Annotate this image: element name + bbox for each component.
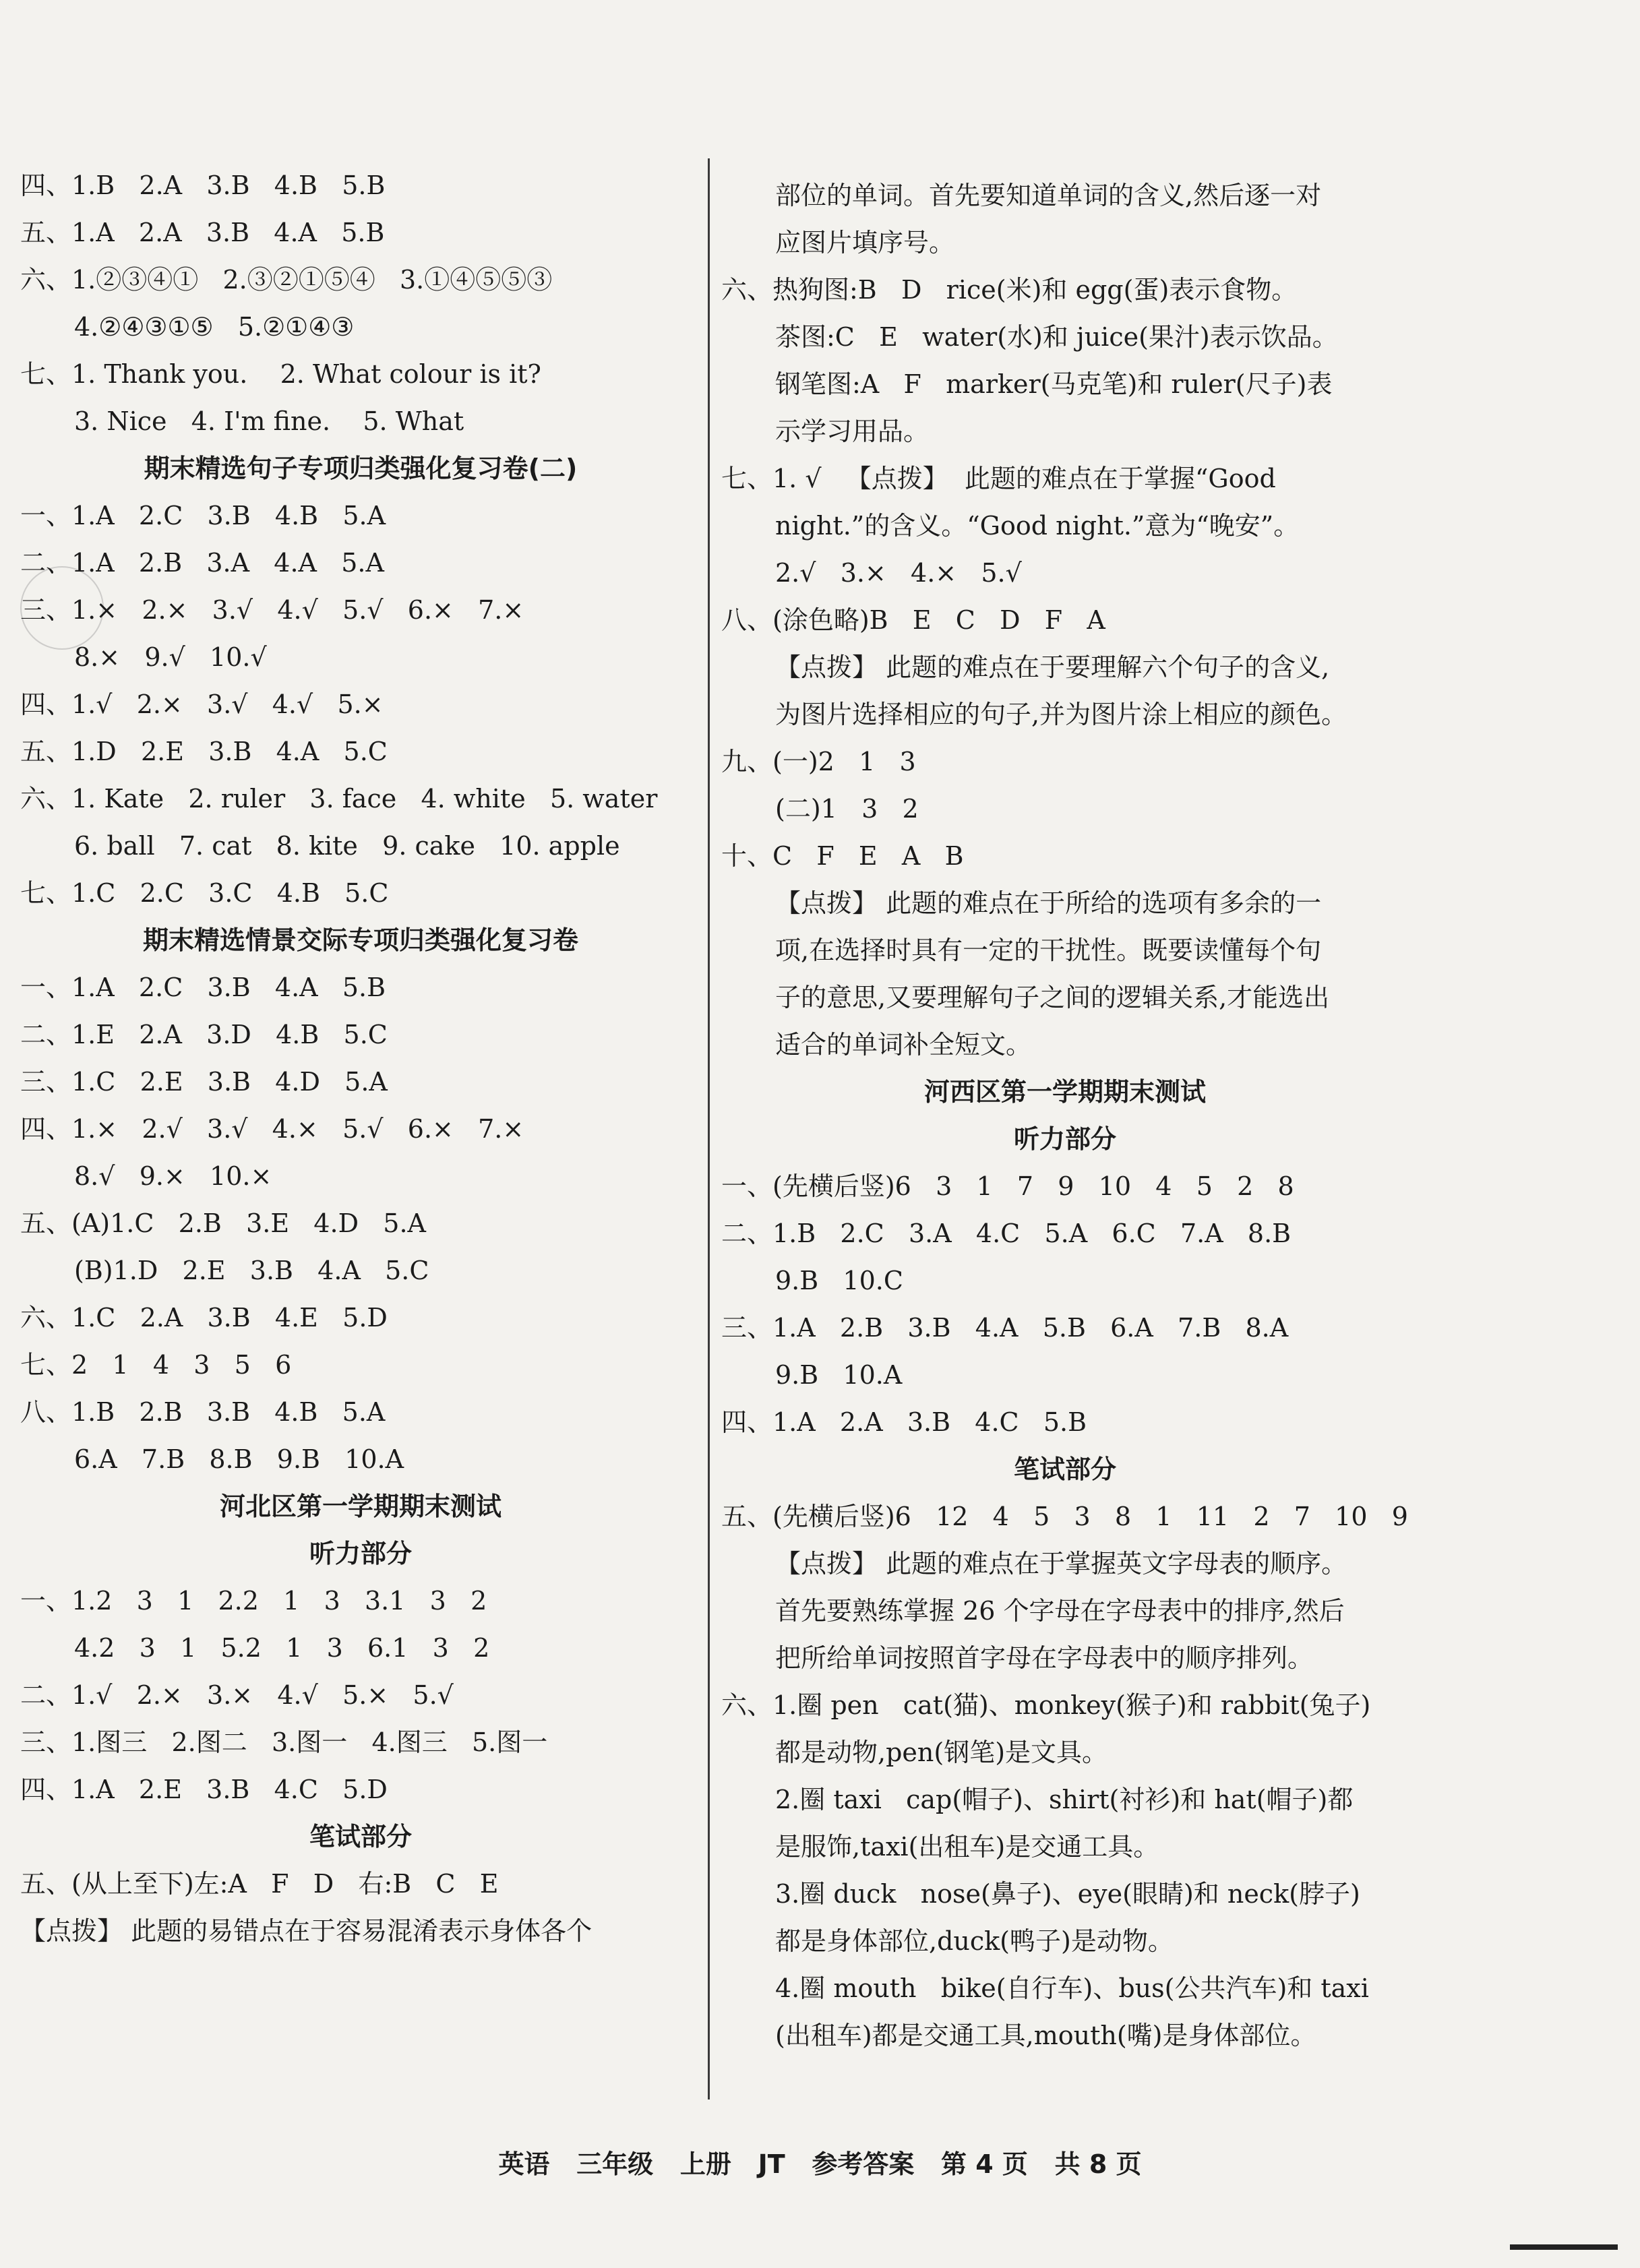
- answer-line: 钢笔图:A F marker(马克笔)和 ruler(尺子)表: [775, 369, 1333, 399]
- answer-line: 都是身体部位,duck(鸭子)是动物。: [775, 1926, 1174, 1956]
- answer-line: 茶图:C E water(水)和 juice(果汁)表示饮品。: [775, 322, 1338, 352]
- answer-line: 二、1.B 2.C 3.A 4.C 5.A 6.C 7.A 8.B: [721, 1219, 1292, 1248]
- answer-line: 8.√ 9.× 10.×: [74, 1161, 272, 1191]
- answer-line: 3.圈 duck nose(鼻子)、eye(眼睛)和 neck(脖子): [775, 1879, 1360, 1909]
- answer-line: 4.②④③①⑤ 5.②①④③: [74, 312, 355, 342]
- answer-line: 3. Nice 4. I'm fine. 5. What: [74, 406, 464, 436]
- bottom-edge-bar: [1510, 2244, 1618, 2250]
- answer-line: 为图片选择相应的句子,并为图片涂上相应的颜色。: [775, 700, 1347, 729]
- answer-line: 二、1.√ 2.× 3.× 4.√ 5.× 5.√: [20, 1680, 454, 1710]
- answer-line: night.”的含义。“Good night.”意为“晚安”。: [775, 511, 1300, 541]
- answer-line: 把所给单词按照首字母在字母表中的顺序排列。: [775, 1643, 1314, 1673]
- answer-line: (B)1.D 2.E 3.B 4.A 5.C: [74, 1256, 429, 1285]
- answer-line: 六、1.圈 pen cat(猫)、monkey(猴子)和 rabbit(兔子): [721, 1690, 1371, 1720]
- answer-line: 4.2 3 1 5.2 1 3 6.1 3 2: [74, 1633, 490, 1663]
- section-heading: 河北区第一学期期末测试: [219, 1492, 502, 1521]
- answer-line: 五、1.D 2.E 3.B 4.A 5.C: [20, 737, 388, 766]
- answer-line: 首先要熟练掌握 26 个字母在字母表中的排序,然后: [775, 1596, 1345, 1626]
- answer-line: 都是动物,pen(钢笔)是文具。: [775, 1738, 1108, 1767]
- answer-line: 五、1.A 2.A 3.B 4.A 5.B: [20, 218, 385, 247]
- answer-line: 三、1.图三 2.图二 3.图一 4.图三 5.图一: [20, 1727, 548, 1757]
- left-column: [20, 162, 701, 1955]
- answer-line: 一、1.A 2.C 3.B 4.B 5.A: [20, 501, 386, 530]
- answer-line: 五、(从上至下)左:A F D 右:B C E: [20, 1869, 499, 1899]
- answer-line: 【点拨】 此题的难点在于所给的选项有多余的一: [775, 888, 1322, 918]
- answer-line: (二)1 3 2: [775, 794, 919, 824]
- answer-line: 八、1.B 2.B 3.B 4.B 5.A: [20, 1397, 386, 1427]
- answer-line: 八、(涂色略)B E C D F A: [721, 605, 1105, 635]
- answer-line: 五、(A)1.C 2.B 3.E 4.D 5.A: [20, 1208, 426, 1238]
- answer-line: 六、1.②③④① 2.③②①⑤④ 3.①④⑤⑤③: [20, 265, 553, 295]
- answer-line: 六、1. Kate 2. ruler 3. face 4. white 5. water: [20, 784, 658, 814]
- answer-line: 四、1.A 2.A 3.B 4.C 5.B: [721, 1407, 1087, 1437]
- section-heading: 河西区第一学期期末测试: [923, 1077, 1206, 1107]
- answer-line: 项,在选择时具有一定的干扰性。既要读懂每个句: [775, 936, 1322, 965]
- answer-line: 6. ball 7. cat 8. kite 9. cake 10. apple: [74, 831, 620, 861]
- answer-line: 四、1.× 2.√ 3.√ 4.× 5.√ 6.× 7.×: [20, 1114, 524, 1144]
- answer-line: 四、1.√ 2.× 3.√ 4.√ 5.×: [20, 689, 384, 719]
- section-heading: 笔试部分: [1013, 1454, 1116, 1484]
- answer-line: 子的意思,又要理解句子之间的逻辑关系,才能选出: [775, 983, 1330, 1012]
- answer-line: (出租车)都是交通工具,mouth(嘴)是身体部位。: [775, 2021, 1316, 2050]
- right-column: [721, 172, 1409, 2059]
- answer-line: 【点拨】 此题的难点在于要理解六个句子的含义,: [775, 652, 1330, 682]
- answer-line: 五、(先横后竖)6 12 4 5 3 8 1 11 2 7 10 9: [721, 1502, 1408, 1531]
- answer-line: 2.圈 taxi cap(帽子)、shirt(衬衫)和 hat(帽子)都: [775, 1785, 1354, 1814]
- section-heading: 听力部分: [1013, 1124, 1116, 1154]
- answer-line: 十、C F E A B: [721, 841, 964, 871]
- answer-line: 9.B 10.C: [775, 1266, 903, 1295]
- answer-line: 三、1.× 2.× 3.√ 4.√ 5.√ 6.× 7.×: [20, 595, 524, 625]
- answer-line: 七、1. Thank you. 2. What colour is it?: [20, 359, 541, 389]
- answer-line: 九、(一)2 1 3: [721, 747, 916, 776]
- answer-line: 七、1. √ 【点拨】 此题的难点在于掌握“Good: [721, 464, 1276, 493]
- answer-line: 部位的单词。首先要知道单词的含义,然后逐一对: [775, 181, 1322, 210]
- answer-line: 四、1.B 2.A 3.B 4.B 5.B: [20, 171, 386, 200]
- answer-line: 七、2 1 4 3 5 6: [20, 1350, 292, 1380]
- answer-line: 2.√ 3.× 4.× 5.√: [775, 558, 1022, 588]
- answer-line: 三、1.C 2.E 3.B 4.D 5.A: [20, 1067, 388, 1097]
- answer-line: 二、1.E 2.A 3.D 4.B 5.C: [20, 1020, 388, 1049]
- answer-line: 9.B 10.A: [775, 1360, 903, 1390]
- answer-line: 四、1.A 2.E 3.B 4.C 5.D: [20, 1775, 388, 1804]
- answer-line: 六、热狗图:B D rice(米)和 egg(蛋)表示食物。: [721, 275, 1298, 305]
- page-footer: 英语 三年级 上册 JT 参考答案 第 4 页 共 8 页: [498, 2149, 1142, 2179]
- column-divider: [708, 158, 710, 2100]
- answer-line: 六、1.C 2.A 3.B 4.E 5.D: [20, 1303, 388, 1332]
- section-heading: 期末精选情景交际专项归类强化复习卷: [142, 925, 578, 955]
- answer-line: 一、1.2 3 1 2.2 1 3 3.1 3 2: [20, 1586, 487, 1616]
- answer-line: 是服饰,taxi(出租车)是交通工具。: [775, 1832, 1159, 1862]
- answer-line: 示学习用品。: [775, 417, 930, 446]
- section-heading: 笔试部分: [309, 1822, 412, 1851]
- answer-line: 一、(先横后竖)6 3 1 7 9 10 4 5 2 8: [721, 1171, 1294, 1201]
- section-heading: 听力部分: [309, 1539, 412, 1568]
- answer-line: 4.圈 mouth bike(自行车)、bus(公共汽车)和 taxi: [775, 1973, 1369, 2003]
- answer-line: 【点拨】 此题的难点在于掌握英文字母表的顺序。: [775, 1549, 1347, 1579]
- answer-line: 二、1.A 2.B 3.A 4.A 5.A: [20, 548, 384, 578]
- answer-line: 【点拨】 此题的易错点在于容易混淆表示身体各个: [20, 1916, 593, 1946]
- answer-line: 七、1.C 2.C 3.C 4.B 5.C: [20, 878, 389, 908]
- answer-line: 6.A 7.B 8.B 9.B 10.A: [74, 1444, 404, 1474]
- section-heading: 期末精选句子专项归类强化复习卷(二): [144, 454, 578, 483]
- answer-line: 8.× 9.√ 10.√: [74, 642, 267, 672]
- answer-line: 适合的单词补全短文。: [775, 1030, 1032, 1060]
- answer-line: 一、1.A 2.C 3.B 4.A 5.B: [20, 973, 386, 1002]
- answer-line: 应图片填序号。: [775, 228, 955, 257]
- answer-line: 三、1.A 2.B 3.B 4.A 5.B 6.A 7.B 8.A: [721, 1313, 1289, 1343]
